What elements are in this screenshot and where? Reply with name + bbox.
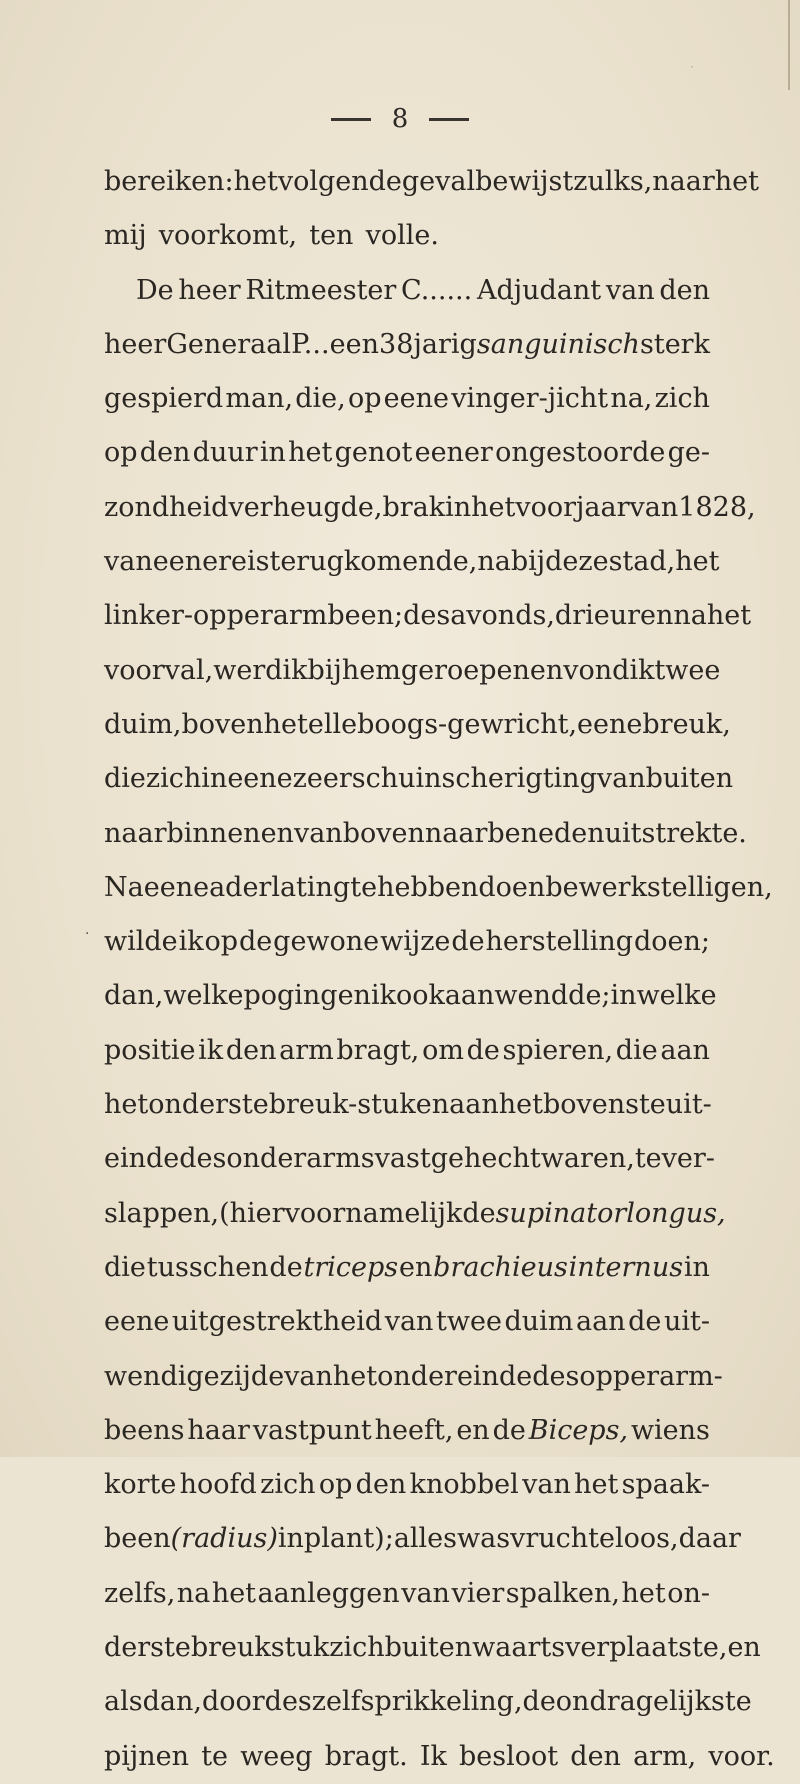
text-line: op den duur in het genot eener ongestoorde ge- (104, 437, 710, 469)
text-line: einde des onderarms vastgehecht waren, te ver- (104, 1143, 715, 1175)
header-rule-left (331, 118, 371, 121)
text-line: die zich in eene zeer schuinsche rigting van buiten (104, 763, 734, 795)
text-line: als dan, door deszelfs prikkeling, de ondragelijkste (104, 1686, 752, 1718)
text-line: korte hoofd zich op den knobbel van het spaak- (104, 1469, 710, 1501)
page-number: 8 (391, 104, 409, 134)
text-line: naar binnen en van boven naar beneden uitstrekte. (104, 817, 747, 849)
text-line: Na eene aderlating te hebben doen bewerkstelligen, (104, 871, 773, 903)
text-line: wendige zijde van het ondereinde des opperarm- (104, 1360, 723, 1392)
text-line: van eene reis terug komende, nabij deze stad, het (104, 546, 720, 578)
margin-mark: · (85, 926, 90, 942)
body-text (104, 155, 775, 1784)
text-line: bereiken: het volgende geval bewijst zulks, naar het (104, 166, 760, 197)
paper-mark: · (690, 60, 694, 74)
text-line: derste breukstuk zich buitenwaarts verplaatste, en (104, 1632, 761, 1664)
text-line: beens haar vastpunt heeft, en de Biceps, wiens (104, 1414, 710, 1446)
header-rule-right (429, 118, 469, 121)
text-line: zondheid verheugde, brak in het voorjaar van 1828, (104, 491, 756, 523)
text-line: pijnen te weeg bragt. Ik besloot den arm, voor. (104, 1740, 775, 1772)
text-line: voorval, werd ik bij hem geroepen en vond ik twee (104, 654, 721, 686)
text-line: gespierd man, die, op eene vinger-jicht na, zich (104, 383, 710, 415)
page-header (0, 104, 800, 134)
text-line: linker-opperarmbeen; des avonds, drie uren na het (104, 600, 752, 632)
text-line: duim, boven het elleboogs-gewricht, eene breuk, (104, 708, 731, 740)
text-line: mij voorkomt, ten volle. (104, 220, 439, 252)
text-line: been (radius) inplant); alles was vruchteloos, daar (104, 1523, 741, 1555)
text-line: die tusschen de triceps en brachieus internus in (104, 1251, 710, 1283)
text-line: De heer Ritmeester C...... Adjudant van den (136, 274, 710, 306)
text-line: het onderste breuk-stuk en aan het bovenste uit- (104, 1089, 712, 1121)
text-line: dan, welke pogingen ik ook aanwendde; in welke (104, 980, 717, 1012)
text-line: slappen, (hier voornamelijk de supinator longus, (104, 1197, 726, 1229)
text-line: heer Generaal P... een 38 jarig sanguinisch sterk (104, 328, 710, 360)
text-line: zelfs, na het aanleggen van vier spalken, het on- (104, 1577, 710, 1609)
page-edge (788, 0, 790, 90)
text-line: eene uitgestrektheid van twee duim aan de uit- (104, 1306, 710, 1338)
text-line: wilde ik op de gewone wijze de herstelling doen; (104, 926, 710, 958)
text-line: positie ik den arm bragt, om de spieren, die aan (104, 1034, 710, 1066)
